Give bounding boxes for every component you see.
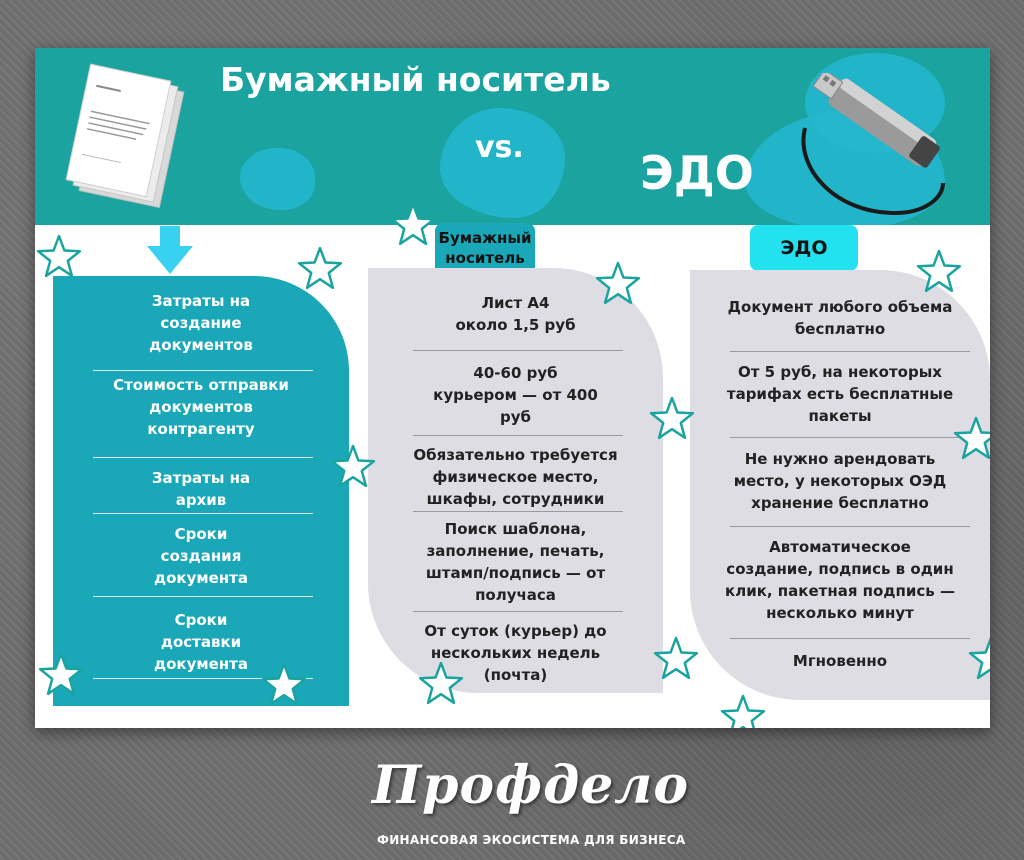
divider (730, 351, 970, 352)
divider (413, 350, 623, 351)
edo-column (690, 270, 990, 700)
title-paper: Бумажный носитель (220, 60, 611, 99)
divider (730, 437, 970, 438)
paper-column (368, 268, 663, 693)
arrow-down-icon (145, 226, 195, 276)
divider (730, 526, 970, 527)
star-icon (722, 696, 764, 728)
paper-item: От суток (курьер) до нескольких недель (почта) (424, 622, 607, 684)
criterion-item: Сроки создания документа (154, 525, 248, 587)
star-icon (38, 236, 80, 276)
criterion-item: Стоимость отправки документов контрагенту (113, 376, 289, 438)
divider (413, 511, 623, 512)
divider (93, 678, 313, 679)
criteria-column (53, 276, 349, 706)
divider (413, 435, 623, 436)
decorative-blob (240, 148, 315, 210)
usb-token-icon (785, 73, 955, 223)
infographic-card (35, 48, 990, 728)
criterion-item: Затраты на создание документов (149, 292, 253, 354)
paper-item: Поиск шаблона, заполнение, печать, штамп/подпись — от получаса (425, 520, 606, 604)
divider (730, 638, 970, 639)
paper-item: 40-60 руб курьером — от 400 руб (433, 364, 598, 426)
paper-item: Лист А4 около 1,5 руб (455, 294, 576, 334)
star-icon (299, 248, 341, 288)
edo-item: Автоматическое создание, подпись в один клик, пакетная подпись — несколько минут (725, 538, 955, 622)
divider (93, 513, 313, 514)
edo-item: Документ любого объема бесплатно (727, 298, 953, 338)
criterion-item: Сроки доставки документа (154, 611, 248, 673)
divider (93, 457, 313, 458)
criterion-item: Затраты на архив (151, 469, 251, 509)
header-banner (35, 48, 990, 225)
badge-edo: ЭДО (750, 225, 858, 271)
edo-item: Мгновенно (792, 652, 888, 670)
paper-item: Обязательно требуется физическое место, шкафы, сотрудники (413, 446, 618, 508)
paper-documents-icon (55, 63, 195, 223)
divider (93, 596, 313, 597)
vs-label: vs. (475, 130, 524, 165)
divider (413, 611, 623, 612)
logo-tagline: ФИНАНСОВАЯ ЭКОСИСТЕМА ДЛЯ БИЗНЕСА (377, 833, 686, 847)
divider (93, 370, 313, 371)
edo-item: От 5 руб, на некоторых тарифах есть бесплатные пакеты (726, 363, 954, 425)
title-edo: ЭДО (640, 146, 754, 200)
badge-paper: Бумажный носитель (435, 223, 535, 275)
edo-item: Не нужно арендовать место, у некоторых ОЭД хранение бесплатно (733, 450, 947, 512)
logo-wordmark: Профдело (372, 755, 690, 816)
brand-logo (372, 755, 690, 855)
